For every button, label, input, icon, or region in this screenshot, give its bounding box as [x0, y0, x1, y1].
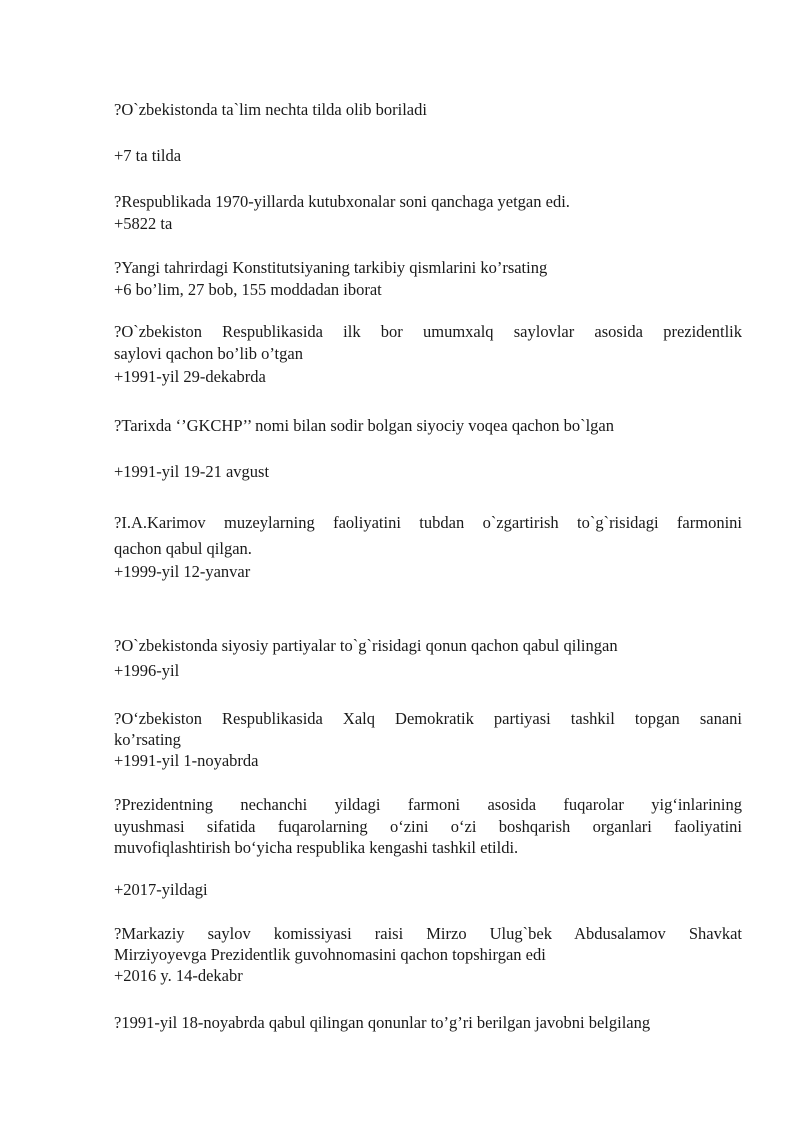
answer-text: +6 bo’lim, 27 bob, 155 moddadan iborat	[114, 280, 382, 299]
question-text: ?O`zbekiston Respublikasida ilk bor umumxalq saylovlar asosida prezidentlik	[114, 322, 742, 341]
question-text-continued: Mirziyoyevga Prezidentlik guvohnomasini qachon topshirgan edi	[114, 945, 546, 964]
question-text: ?O`zbekistonda ta`lim nechta tilda olib boriladi	[114, 100, 427, 119]
answer-text: +1991-yil 1-noyabrda	[114, 751, 259, 770]
answer-text: +1999-yil 12-yanvar	[114, 562, 251, 581]
answer-text: +2016 y. 14-dekabr	[114, 966, 243, 985]
answer-text: +1996-yil	[114, 661, 180, 680]
answer-text: +5822 ta	[114, 214, 173, 233]
question-text-continued: muvofiqlashtirish bo‘yicha respublika kengashi tashkil etildi.	[114, 838, 519, 857]
answer-text: +7 ta tilda	[114, 146, 182, 165]
question-text-continued: uyushmasi sifatida fuqarolarning o‘zini o‘zi boshqarish organlari faoliyatini	[114, 817, 742, 836]
question-text: ?Tarixda ‘’GKCHP’’ nomi bilan sodir bolgan siyociy voqea qachon bo`lgan	[114, 416, 614, 435]
question-text: ?Markaziy saylov komissiyasi raisi Mirzo Ulug`bek Abdusalamov Shavkat	[114, 924, 742, 943]
question-text: ?1991-yil 18-noyabrda qabul qilingan qonunlar to’g’ri berilgan javobni belgilang	[114, 1013, 651, 1032]
question-text: ?I.A.Karimov muzeylarning faoliyatini tubdan o`zgartirish to`g`risidagi farmonini	[114, 513, 742, 532]
question-text-continued: saylovi qachon bo’lib o’tgan	[114, 344, 303, 363]
question-text: ?Prezidentning nechanchi yildagi farmoni asosida fuqarolar yig‘inlarining	[114, 795, 742, 814]
question-text: ?Yangi tahrirdagi Konstitutsiyaning tarkibiy qismlarini ko’rsating	[114, 258, 548, 277]
question-text-continued: qachon qabul qilgan.	[114, 539, 252, 558]
answer-text: +2017-yildagi	[114, 880, 208, 899]
question-text: ?O‘zbekiston Respublikasida Xalq Demokratik partiyasi tashkil topgan sanani	[114, 709, 742, 728]
question-text-continued: ko’rsating	[114, 730, 181, 749]
answer-text: +1991-yil 19-21 avgust	[114, 462, 270, 481]
answer-text: +1991-yil 29-dekabrda	[114, 367, 266, 386]
question-text: ?Respublikada 1970-yillarda kutubxonalar soni qanchaga yetgan edi.	[114, 192, 570, 211]
question-text: ?O`zbekistonda siyosiy partiyalar to`g`risidagi qonun qachon qabul qilingan	[114, 636, 618, 655]
